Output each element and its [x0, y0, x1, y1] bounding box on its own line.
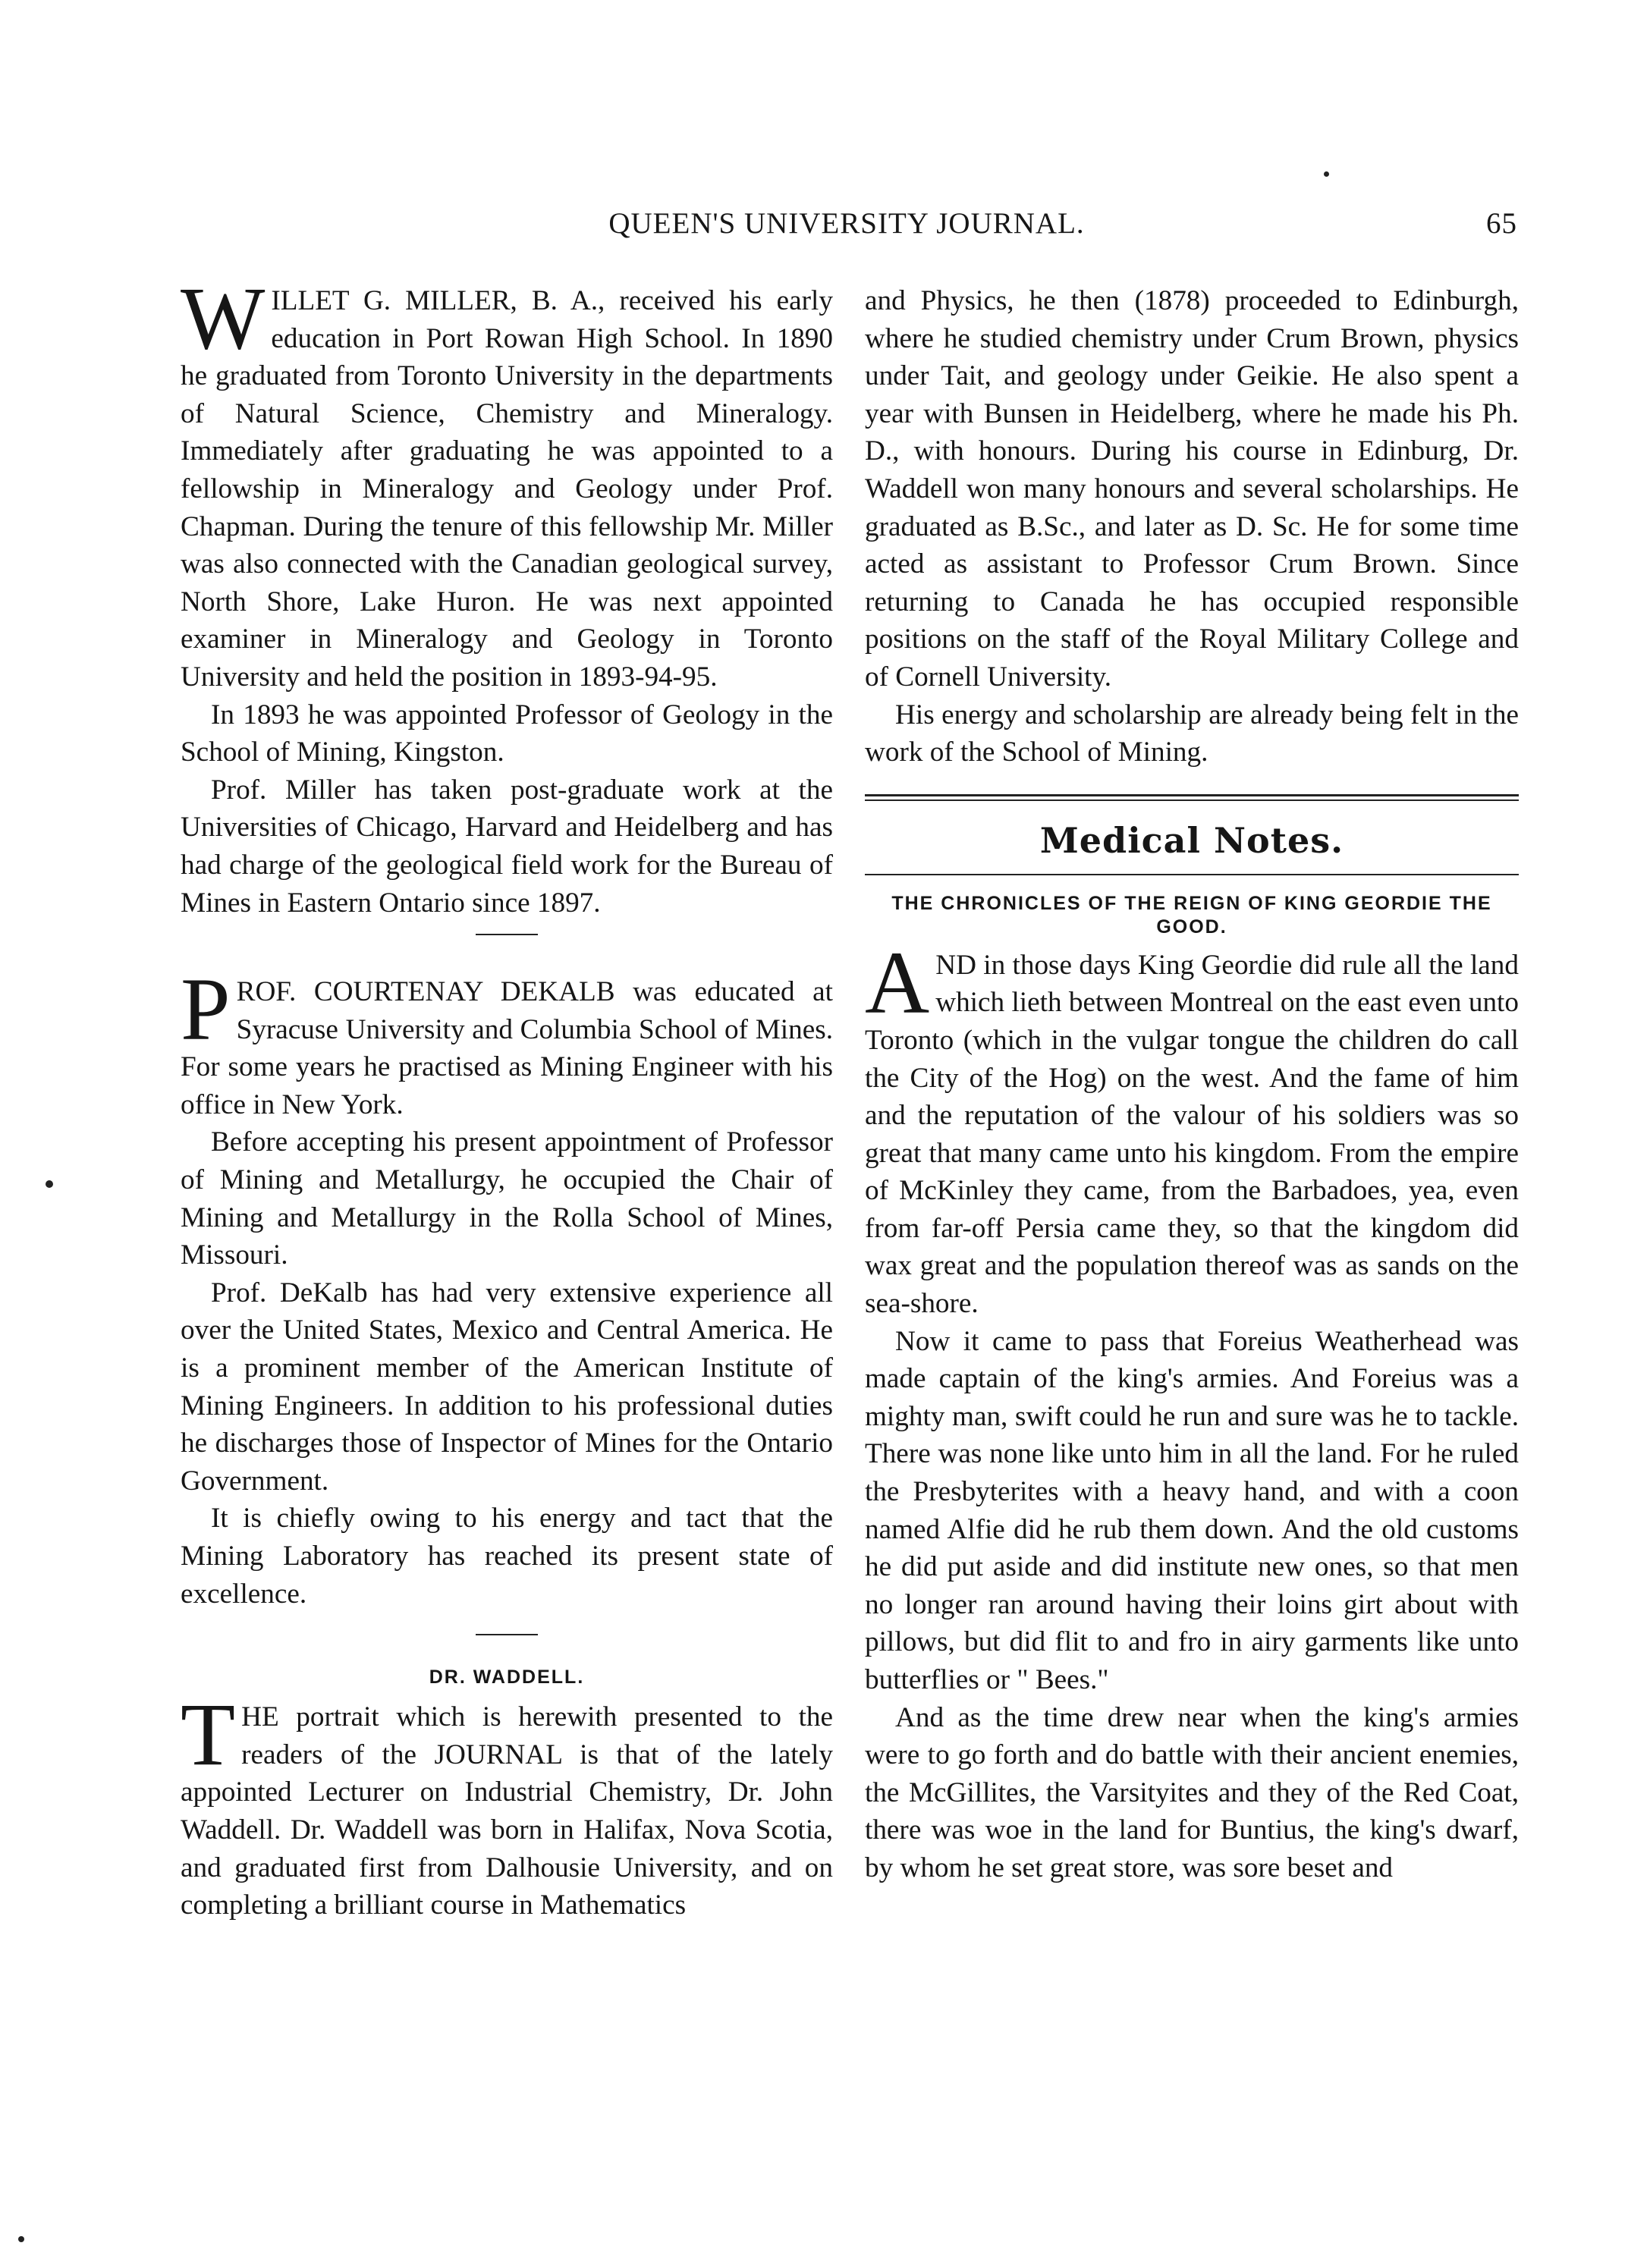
- chronicles-paragraph-1: AND in those days King Geordie did rule all the land which lieth between Montreal on the east even unto Toronto (which in the vulgar tongue the children do call the City of the Hog) on the west. And the fame of him and the reputation of the valour of his soldiers was so great that many came unto his kingdom. From the empire of McKinley they came, from the Barbadoes, yea, even from far-off Persia came they, so that the kingdom did wax great and the population thereof was as sands on the sea-shore.: [865, 932, 1519, 1320]
- dropcap-a: A: [865, 932, 930, 1032]
- miller-paragraph-3: Prof. Miller has taken post-graduate work at the Universities of Chicago, Harvard and Heidelberg and has had charge of the geological field work for the Bureau of Mines in Eastern Ontario since 1897.: [181, 774, 833, 919]
- chronicles-subheading: THE CHRONICLES OF THE REIGN OF KING GEORDIE THE GOOD.: [891, 892, 1492, 938]
- left-column: [181, 269, 833, 1924]
- section-double-rule: [865, 794, 1519, 801]
- separator-rule: [476, 1634, 538, 1635]
- journal-title: QUEEN'S UNIVERSITY JOURNAL.: [608, 207, 1085, 240]
- scan-speck: [46, 1180, 53, 1188]
- dekalb-paragraph-3: Prof. DeKalb has had very extensive experience all over the United States, Mexico and Central America. He is a prominent member of the American Institute of Mining Engineers. In addition to his professional duties he discharges those of Inspector of Mines for the Ontario Government.: [181, 1277, 833, 1497]
- waddell-paragraph-1: THE portrait which is herewith presented to the readers of the JOURNAL is that of the lately appointed Lecturer on Industrial Chemistry, Dr. John Waddell. Dr. Waddell was born in Halifax, Nova Scotia, and graduated first from Dalhousie University, and on completing a brilliant course in Mathematics: [181, 1685, 833, 1921]
- dekalb-paragraph-4: It is chiefly owing to his energy and tact that the Mining Laboratory has reached its present state of excellence.: [181, 1503, 833, 1610]
- separator-rule: [476, 934, 538, 935]
- dekalb-paragraph-2: Before accepting his present appointment of Professor of Mining and Metallurgy, he occupied the Chair of Mining and Metallurgy in the Rolla School of Mines, Missouri.: [181, 1126, 833, 1271]
- right-column: [865, 282, 1519, 1887]
- running-header: [176, 206, 1517, 252]
- dropcap-t: T: [181, 1685, 236, 1785]
- section-title: Medical Notes.: [1039, 819, 1344, 861]
- dropcap-w: W: [181, 269, 266, 368]
- chronicles-paragraph-3: And as the time drew near when the king's armies were to go forth and do battle with their ancient enemies, the McGillites, the Varsityites and they of the Red Coat, there was woe in the land for Buntius, the king's dwarf, by whom he set great store, was sore beset and: [865, 1701, 1519, 1883]
- waddell-continued-paragraph: and Physics, he then (1878) proceeded to Edinburgh, where he studied chemistry under Crum Brown, physics under Tait, and geology under Geikie. He also spent a year with Bunsen in Heidelberg, where he made his Ph. D., with honours. During his course in Edinburg, Dr. Waddell won many honours and several scholarships. He graduated as B.Sc., and later as D. Sc. He for some time acted as assistant to Professor Crum Brown. Since returning to Canada he has occupied responsible positions on the staff of the Royal Military College and of Cornell University.: [865, 285, 1519, 693]
- scan-speck: [18, 2236, 24, 2242]
- scan-speck: [1324, 171, 1329, 177]
- waddell-closing-paragraph: His energy and scholarship are already being felt in the work of the School of Mining.: [865, 699, 1519, 768]
- section-rule: [865, 874, 1519, 875]
- chronicles-paragraph-2: Now it came to pass that Foreius Weatherhead was made captain of the king's armies. And Foreius was a mighty man, swift could he run and sure was he to tackle. There was none like unto him in all the land. For he ruled the Presbyterites with a heavy hand, and with a coon named Alfie did he rub them down. And the old customs he did put aside and did institute new ones, so that men no longer ran around having their loins girt about with pillows, but did flit to and fro in airy garments like unto butterflies or " Bees.": [865, 1325, 1519, 1695]
- miller-paragraph-2: In 1893 he was appointed Professor of Geology in the School of Mining, Kingston.: [181, 699, 833, 768]
- dekalb-paragraph-1: PROF. COURTENAY DEKALB was educated at Syracuse University and Columbia School of Mines. For some years he practised as Mining Engineer with his office in New York.: [181, 960, 833, 1120]
- waddell-heading: DR. WADDELL.: [429, 1666, 585, 1688]
- miller-paragraph-1: WILLET G. MILLER, B. A., received his early education in Port Rowan High School. In 1890 he graduated from Toronto University in the departments of Natural Science, Chemistry and Mineralogy. Immediately after graduating he was appointed to a fellowship in Mineralogy and Geology under Prof. Chapman. During the tenure of this fellowship Mr. Miller was also connected with the Canadian geological survey, North Shore, Lake Huron. He was next appointed examiner in Mineralogy and Geology in Toronto University and held the position in 1893-94-95.: [181, 269, 833, 693]
- page-number: 65: [1486, 207, 1517, 240]
- dropcap-p: P: [181, 960, 231, 1060]
